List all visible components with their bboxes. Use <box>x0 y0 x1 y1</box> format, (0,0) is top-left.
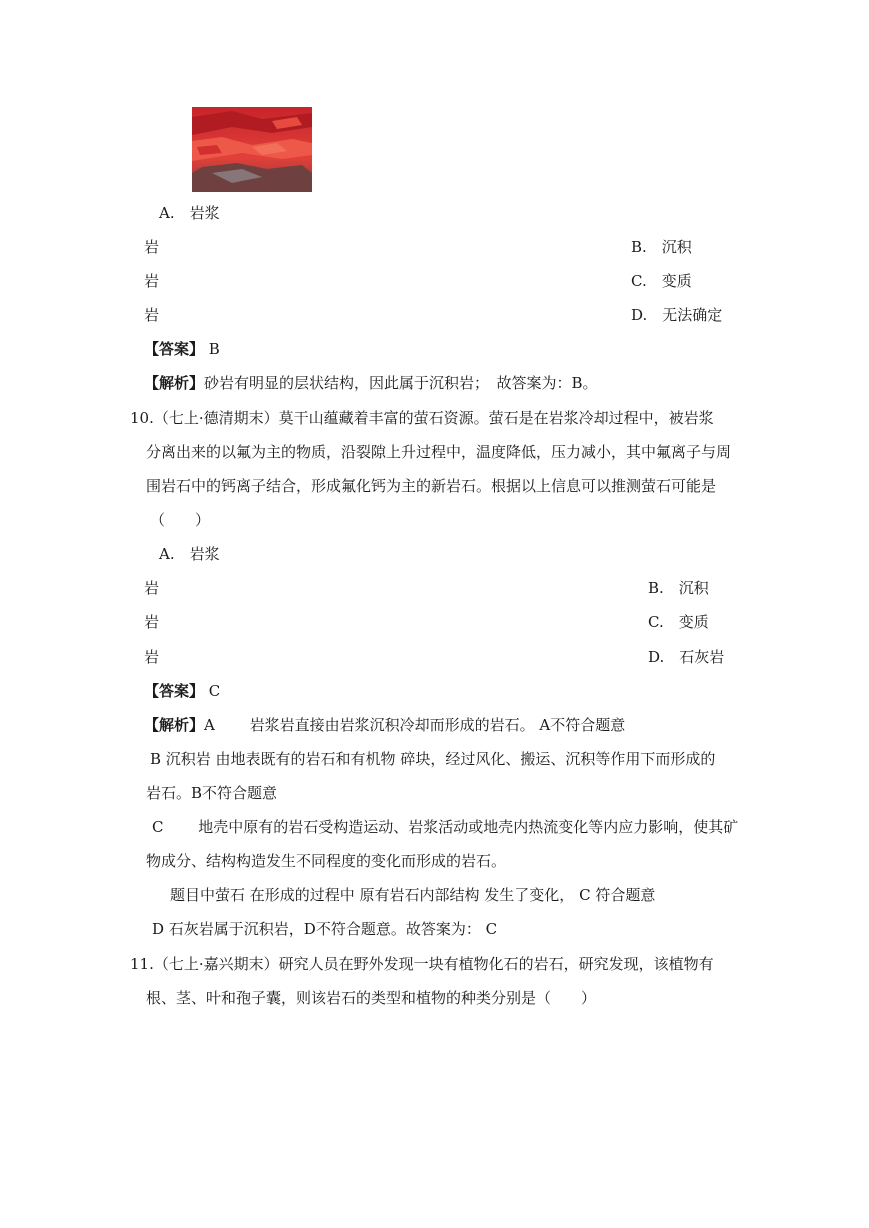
q10-analysis-a <box>144 715 625 735</box>
q10-analysis-label: 【解析】 <box>144 716 205 734</box>
q10-option-a-wrap-1: 岩 <box>144 579 160 597</box>
q9-option-a: A. 岩浆 <box>159 204 220 222</box>
red-sandstone-photo-icon <box>192 107 312 192</box>
q10-answer-value: C <box>208 682 221 700</box>
q10-option-d: D. 石灰岩 <box>648 648 725 666</box>
q9-option-a-wrap-2: 岩 <box>144 272 160 290</box>
q9-analysis-text: 砂岩有明显的层状结构，因此属于沉积岩； 故答案为：B。 <box>204 374 598 392</box>
q10-analysis-d: D 石灰岩属于沉积岩，D不符合题意。故答案为： C <box>152 920 498 938</box>
q11-stem-line-1: 11.（七上·嘉兴期末）研究人员在野外发现一块有植物化石的岩石，研究发现，该植物有 <box>130 955 714 973</box>
q9-option-a-wrap-3: 岩 <box>144 306 160 324</box>
q10-stem-line-3: 围岩石中的钙离子结合，形成氟化钙为主的新岩石。根据以上信息可以推测萤石可能是 <box>146 477 717 495</box>
q10-stem-line-1: 10.（七上·德清期末）莫干山蕴藏着丰富的萤石资源。萤石是在岩浆冷却过程中，被岩浆 <box>130 409 714 427</box>
q10-option-c: C. 变质 <box>648 613 709 631</box>
q10-stem-line-4: （ ） <box>150 511 211 529</box>
q10-analysis-b-1: B 沉积岩 由地表既有的岩石和有机物 碎块，经过风化、搬运、沉积等作用下而形成的 <box>150 750 716 768</box>
sandstone-image <box>192 107 312 192</box>
q10-answer <box>144 681 220 701</box>
q9-answer <box>144 339 220 359</box>
q10-answer-label: 【答案】 <box>144 682 205 700</box>
q10-option-a-wrap-3: 岩 <box>144 648 160 666</box>
q10-analysis-c-3: 题目中萤石 在形成的过程中 原有岩石内部结构 发生了变化， C 符合题意 <box>170 886 656 904</box>
q9-option-a-wrap-1: 岩 <box>144 238 160 256</box>
q10-analysis-c-1: C 地壳中原有的岩石受构造运动、岩浆活动或地壳内热流变化等内应力影响，使其矿 <box>152 818 739 836</box>
q10-option-a-wrap-2: 岩 <box>144 613 160 631</box>
q10-analysis-c-2: 物成分、结构构造发生不同程度的变化而形成的岩石。 <box>146 852 507 870</box>
q9-option-c: C. 变质 <box>631 272 692 290</box>
q10-analysis-a-text: A 岩浆岩直接由岩浆沉积冷却而形成的岩石。 A不符合题意 <box>204 716 626 734</box>
q10-analysis-b-2: 岩石。B不符合题意 <box>146 784 278 802</box>
q9-option-d: D. 无法确定 <box>631 306 723 324</box>
q9-analysis <box>144 373 598 393</box>
q9-analysis-label: 【解析】 <box>144 374 205 392</box>
q9-answer-label: 【答案】 <box>144 340 205 358</box>
q9-answer-value: B <box>208 340 220 358</box>
q11-stem-line-2: 根、茎、叶和孢子囊，则该岩石的类型和植物的种类分别是（ ） <box>146 989 597 1007</box>
q9-option-b: B. 沉积 <box>631 238 692 256</box>
q10-stem-line-2: 分离出来的以氟为主的物质，沿裂隙上升过程中，温度降低，压力减小，其中氟离子与周 <box>146 443 732 461</box>
q10-option-b: B. 沉积 <box>648 579 709 597</box>
q10-option-a: A. 岩浆 <box>159 545 220 563</box>
